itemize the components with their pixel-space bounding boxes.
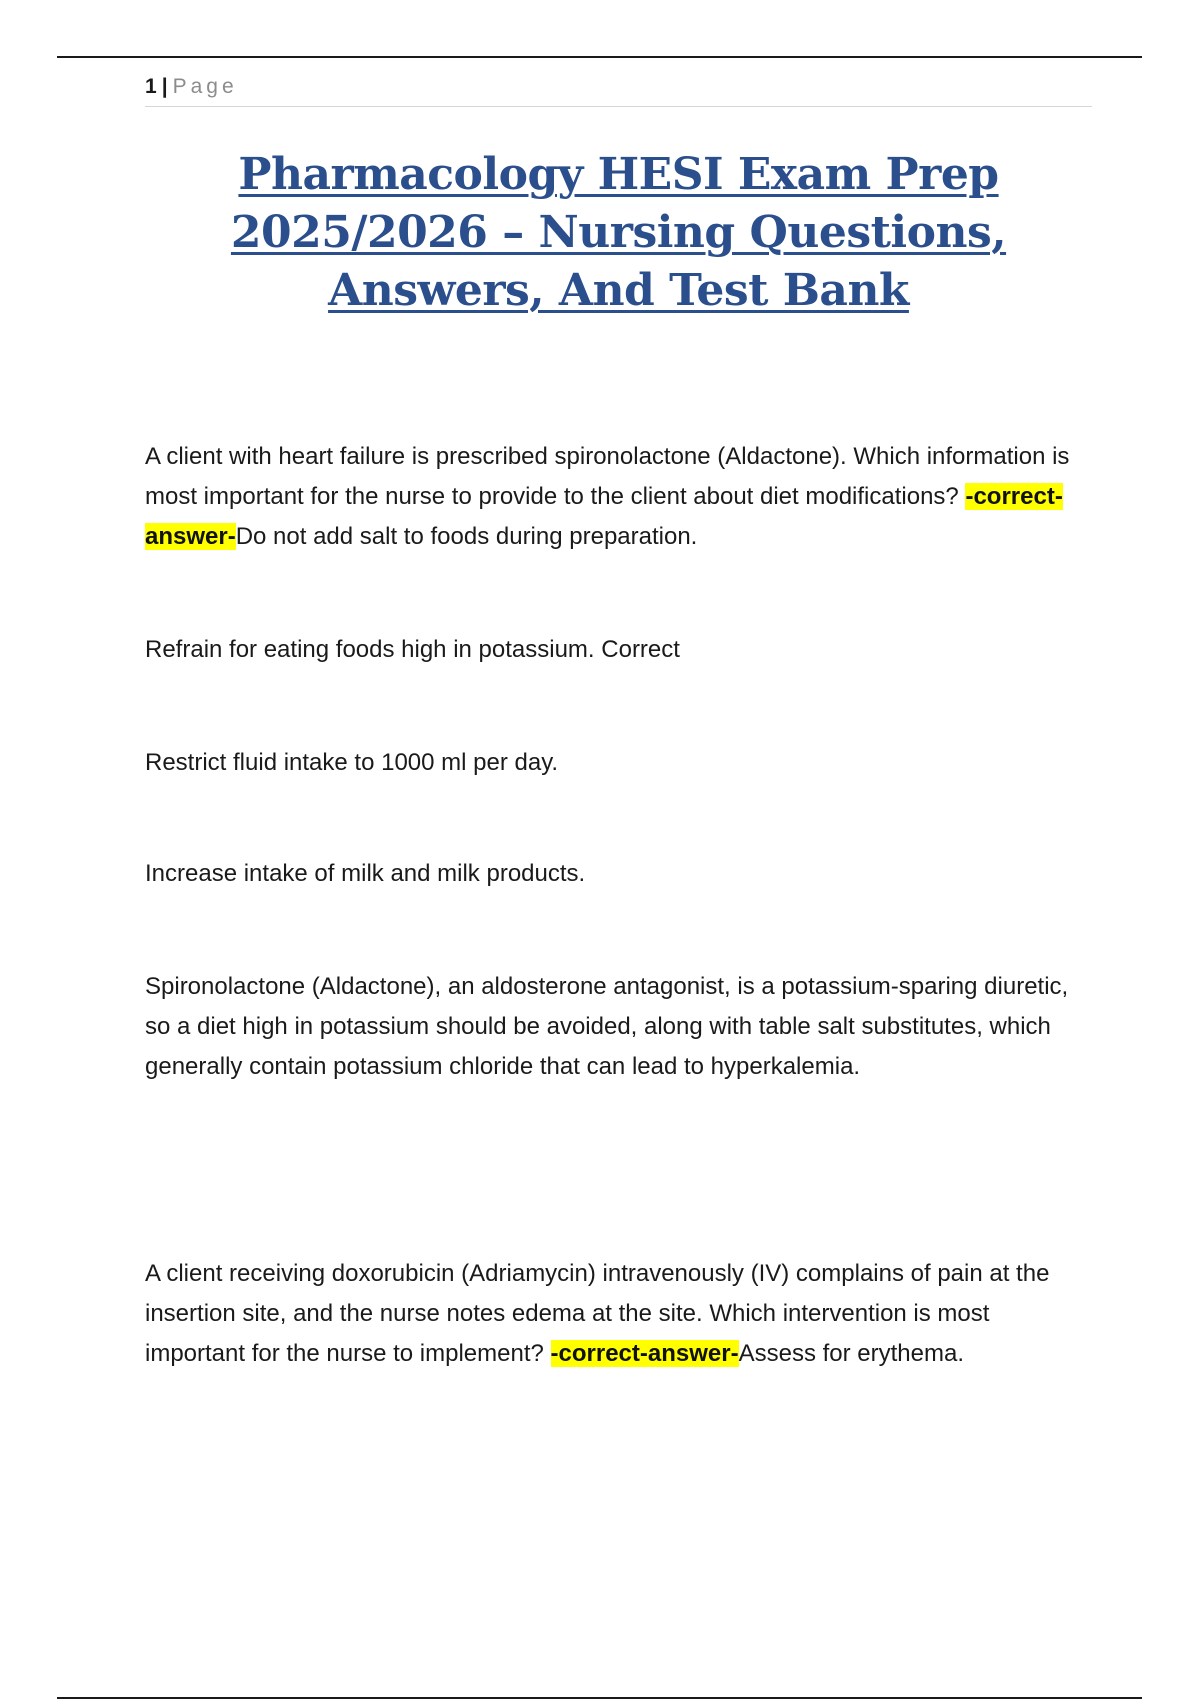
rationale-text: Spironolactone (Aldactone), an aldosterone antagonist, is a potassium-sparing diuretic, so a diet high in potassium should be avoided, along with table salt substitutes, which generally contain potassium chloride that can lead to hyperkalemia. (145, 973, 1069, 1080)
correct-answer-marker: -correct-answer- (145, 483, 1063, 550)
question-2-answer: Assess for erythema. (738, 1340, 965, 1367)
top-rule (57, 56, 1142, 58)
option-item: Refrain for eating foods high in potassium. Correct (145, 636, 680, 663)
option-item: Restrict fluid intake to 1000 ml per day. (145, 749, 559, 776)
question-2 (145, 1254, 1085, 1374)
page-number: 1 (145, 75, 157, 98)
page-separator: | (161, 75, 168, 98)
question-1 (145, 437, 1085, 557)
question-1-text: A client with heart failure is prescribed spironolactone (Aldactone). Which information is most important for the nurse to provide to the client about diet modifications? (145, 443, 1070, 510)
option-item: Increase intake of milk and milk products. (145, 860, 586, 887)
bottom-rule (57, 1697, 1142, 1699)
document-title: Pharmacology HESI Exam Prep 2025/2026 – Nursing Questions, Answers, And Test Bank (230, 149, 1007, 316)
correct-answer-marker: -correct-answer- (550, 1340, 739, 1367)
question-1-answer: Do not add salt to foods during preparation. (235, 523, 698, 550)
question-2-text: A client receiving doxorubicin (Adriamycin) intravenously (IV) complains of pain at the insertion site, and the nurse notes edema at the site. Which intervention is most important for the nurse to implement? (145, 1260, 1050, 1367)
page-label: Page (172, 75, 238, 98)
page-header (145, 74, 1092, 107)
